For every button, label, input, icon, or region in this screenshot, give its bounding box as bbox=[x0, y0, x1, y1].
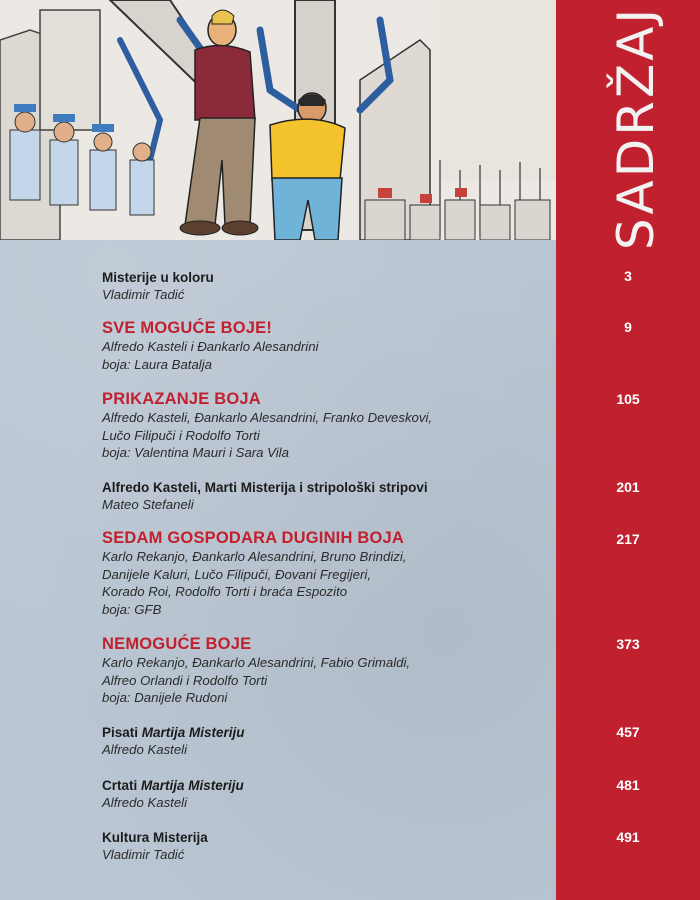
toc-page-number: 9 bbox=[624, 319, 632, 335]
toc-entry-credit: Karlo Rekanjo, Đankarlo Alesandrini, Fabio Grimaldi, bbox=[102, 655, 411, 670]
toc-entry-credit: boja: Valentina Mauri i Sara Vila bbox=[102, 445, 289, 460]
sidebar-title-wrap bbox=[596, 5, 676, 251]
toc-entry[interactable] bbox=[102, 318, 542, 373]
toc-entry[interactable] bbox=[102, 528, 542, 618]
toc-entry-credit: Vladimir Tadić bbox=[102, 847, 185, 862]
toc-title-italic: Martija Misteriju bbox=[141, 778, 244, 793]
toc-story-title: PRIKAZANJE BOJA bbox=[102, 390, 261, 408]
toc-entry-credit: Mateo Stefaneli bbox=[102, 497, 194, 512]
toc-entry-credit: Alfredo Kasteli, Đankarlo Alesandrini, Franko Deveskovi, bbox=[102, 410, 433, 425]
toc-entry[interactable] bbox=[102, 389, 542, 462]
toc-entry[interactable] bbox=[102, 479, 542, 514]
toc-entry-credit: Alfreo Orlandi i Rodolfo Torti bbox=[102, 672, 268, 688]
toc-entry-credit: boja: Laura Batalja bbox=[102, 356, 212, 372]
toc-entry-credit: Alfredo Kasteli i Đankarlo Alesandrini bbox=[102, 339, 319, 354]
toc-entry-credit: boja: Danijele Rudoni bbox=[102, 690, 228, 705]
toc-entry-credit: Alfredo Kasteli bbox=[102, 742, 188, 757]
toc-page-number: 481 bbox=[616, 777, 640, 793]
toc-entry-title bbox=[102, 724, 542, 741]
toc-page-number: 3 bbox=[624, 268, 632, 284]
toc-page-number: 217 bbox=[616, 531, 640, 547]
toc-entry-credit: Vladimir Tadić bbox=[102, 287, 185, 302]
toc-entry[interactable] bbox=[102, 269, 542, 304]
toc-heading: SADRŽAJ bbox=[607, 5, 666, 251]
toc-entry-credit: Lučo Filipuči i Rodolfo Torti bbox=[102, 427, 260, 443]
toc-entry[interactable] bbox=[102, 829, 542, 864]
toc-entry[interactable] bbox=[102, 777, 542, 812]
toc-entry[interactable] bbox=[102, 634, 542, 707]
toc-story-title: NEMOGUĆE BOJE bbox=[102, 635, 252, 653]
toc-entry-title: Kultura Misterija bbox=[102, 830, 208, 845]
toc-page-number: 457 bbox=[616, 724, 640, 740]
toc-entry-title: Misterije u koloru bbox=[102, 270, 214, 285]
toc-entry-credit: Korado Roi, Rodolfo Torti i braća Espozito bbox=[102, 584, 348, 599]
toc-title-italic: Martija Misteriju bbox=[141, 725, 245, 740]
toc-title-prefix: Pisati bbox=[102, 725, 142, 740]
comic-art bbox=[0, 0, 556, 240]
toc-page-number: 201 bbox=[616, 479, 640, 495]
toc-entry-credit: Danijele Kaluri, Lučo Filipuči, Đovani Fregijeri, bbox=[102, 566, 371, 582]
toc-page-number: 491 bbox=[616, 829, 640, 845]
toc-entry[interactable] bbox=[102, 724, 542, 759]
toc-title-prefix: Crtati bbox=[102, 778, 142, 793]
toc-story-title: SEDAM GOSPODARA DUGINIH BOJA bbox=[102, 529, 405, 547]
toc-story-title: SVE MOGUĆE BOJE! bbox=[102, 319, 273, 337]
toc-entry-credit: boja: GFB bbox=[102, 601, 162, 617]
toc-entry-title: Alfredo Kasteli, Marti Misterija i stripološki stripovi bbox=[102, 480, 428, 495]
toc-entry-credit: Alfredo Kasteli bbox=[102, 795, 188, 810]
toc-page-number: 373 bbox=[616, 636, 640, 652]
toc-entry-title bbox=[102, 777, 542, 794]
comic-illustration bbox=[0, 0, 556, 240]
toc-entry-credit: Karlo Rekanjo, Đankarlo Alesandrini, Bruno Brindizi, bbox=[102, 549, 407, 564]
toc-page-number: 105 bbox=[616, 391, 640, 407]
